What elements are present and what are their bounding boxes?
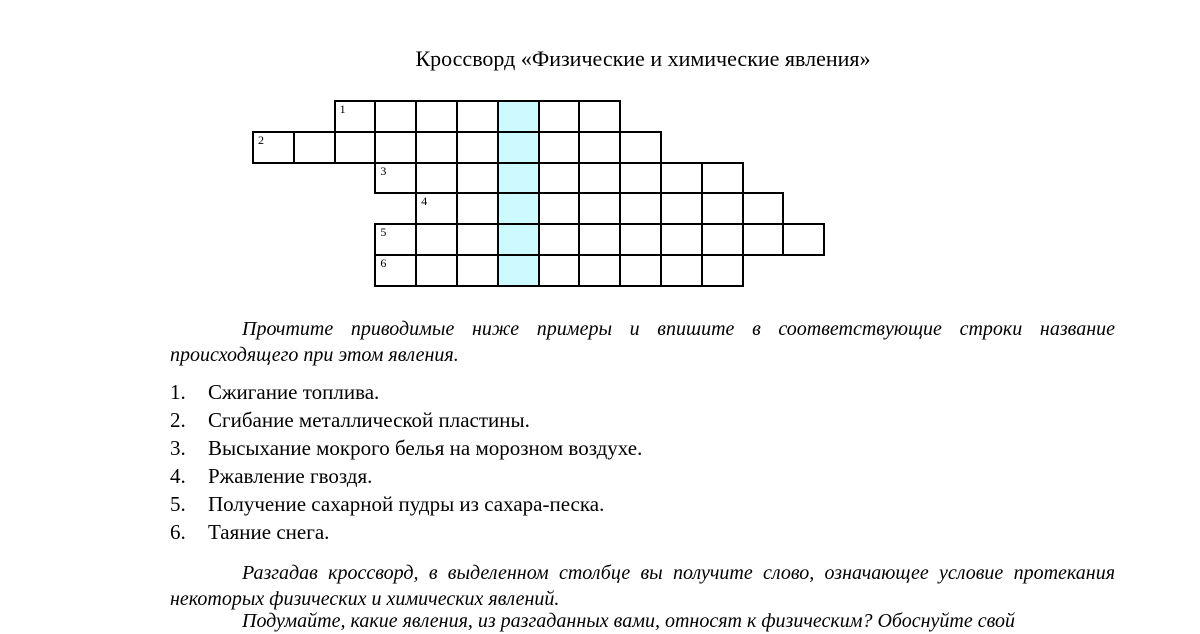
crossword-cell[interactable] <box>415 100 458 133</box>
crossword-cell[interactable] <box>782 223 825 256</box>
crossword-key-cell[interactable] <box>497 131 540 164</box>
crossword-key-cell[interactable] <box>497 223 540 256</box>
crossword-cell[interactable] <box>701 254 744 287</box>
clue-number: 1. <box>170 380 186 404</box>
crossword-cell[interactable] <box>578 192 621 225</box>
crossword-cell[interactable] <box>538 223 581 256</box>
crossword-cell[interactable] <box>701 192 744 225</box>
crossword-cell[interactable] <box>619 254 662 287</box>
solution-note-paragraph: Разгадав кроссворд, в выделенном столбце вы получите слово, означающее условие протекания некоторых физических и химических явлений. <box>170 562 1115 610</box>
crossword-cell[interactable] <box>701 162 744 195</box>
clue-item <box>170 406 1070 434</box>
crossword-cell[interactable] <box>578 162 621 195</box>
clue-text: Ржавление гвоздя. <box>208 464 373 488</box>
clue-text: Сжигание топлива. <box>208 380 380 404</box>
crossword-cell[interactable] <box>538 162 581 195</box>
crossword-cell[interactable] <box>415 254 458 287</box>
clue-number: 3. <box>170 436 186 460</box>
crossword-cell[interactable] <box>619 162 662 195</box>
clue-text: Сгибание металлической пластины. <box>208 408 530 432</box>
crossword-cell[interactable] <box>742 223 785 256</box>
crossword-row-number: 5 <box>380 225 387 240</box>
crossword-cell[interactable] <box>701 223 744 256</box>
crossword-cell[interactable] <box>374 254 417 287</box>
crossword-cell[interactable] <box>456 223 499 256</box>
crossword-cell[interactable] <box>293 131 336 164</box>
crossword-cell[interactable] <box>538 192 581 225</box>
crossword-row-number: 3 <box>380 163 387 178</box>
crossword-row-number: 4 <box>421 194 428 209</box>
clue-text: Высыхание мокрого белья на морозном воздухе. <box>208 436 643 460</box>
crossword-key-cell[interactable] <box>497 254 540 287</box>
instruction-paragraph: Прочтите приводимые ниже примеры и впишите в соответствующие строки название происходящего при этом явления. <box>170 318 1115 366</box>
crossword-cell[interactable] <box>538 254 581 287</box>
crossword-cell[interactable] <box>619 223 662 256</box>
crossword-cell[interactable] <box>456 100 499 133</box>
crossword-cell[interactable] <box>660 223 703 256</box>
crossword-cell[interactable] <box>742 192 785 225</box>
clue-text: Таяние снега. <box>208 520 330 544</box>
crossword-cell[interactable] <box>456 162 499 195</box>
clue-item <box>170 378 1070 406</box>
crossword-cell[interactable] <box>578 131 621 164</box>
crossword-cell[interactable] <box>374 131 417 164</box>
crossword-cell[interactable] <box>538 100 581 133</box>
crossword-cell[interactable] <box>660 162 703 195</box>
crossword-row-number: 1 <box>339 102 346 116</box>
crossword-cell[interactable] <box>415 131 458 164</box>
crossword-key-cell[interactable] <box>497 162 540 195</box>
crossword-cell[interactable] <box>374 223 417 256</box>
crossword-row-number: 2 <box>258 132 264 147</box>
clue-item <box>170 518 1070 546</box>
crossword-cell[interactable] <box>456 192 499 225</box>
clue-list <box>170 378 1070 546</box>
crossword-cell[interactable] <box>578 254 621 287</box>
crossword-cell[interactable] <box>619 192 662 225</box>
clue-number: 5. <box>170 492 186 516</box>
crossword-cell[interactable] <box>374 100 417 133</box>
clue-item <box>170 462 1070 490</box>
crossword-cell[interactable] <box>252 131 295 164</box>
crossword-row-number: 6 <box>380 256 387 270</box>
page-title: Кроссворд «Физические и химические явления» <box>415 46 871 71</box>
clue-item <box>170 434 1070 462</box>
crossword-cell[interactable] <box>415 162 458 195</box>
crossword-key-cell[interactable] <box>497 100 540 133</box>
crossword-cell[interactable] <box>456 131 499 164</box>
crossword-cell[interactable] <box>578 223 621 256</box>
crossword-cell[interactable] <box>415 223 458 256</box>
question-paragraph: Подумайте, какие явления, из разгаданных вами, относят к физическим? Обоснуйте свой <box>242 610 1015 632</box>
clue-number: 6. <box>170 520 186 544</box>
crossword-cell[interactable] <box>660 254 703 287</box>
crossword-grid <box>0 0 1200 300</box>
clue-text: Получение сахарной пудры из сахара-песка. <box>208 492 605 516</box>
crossword-cell[interactable] <box>334 131 377 164</box>
crossword-cell[interactable] <box>456 254 499 287</box>
crossword-cell[interactable] <box>578 100 621 133</box>
crossword-key-cell[interactable] <box>497 192 540 225</box>
crossword-cell[interactable] <box>415 192 458 225</box>
clue-number: 4. <box>170 464 186 488</box>
clue-item <box>170 490 1070 518</box>
clue-number: 2. <box>170 408 186 432</box>
crossword-cell[interactable] <box>619 131 662 164</box>
crossword-cell[interactable] <box>538 131 581 164</box>
crossword-cell[interactable] <box>334 100 377 133</box>
crossword-cell[interactable] <box>660 192 703 225</box>
crossword-cell[interactable] <box>374 162 417 195</box>
